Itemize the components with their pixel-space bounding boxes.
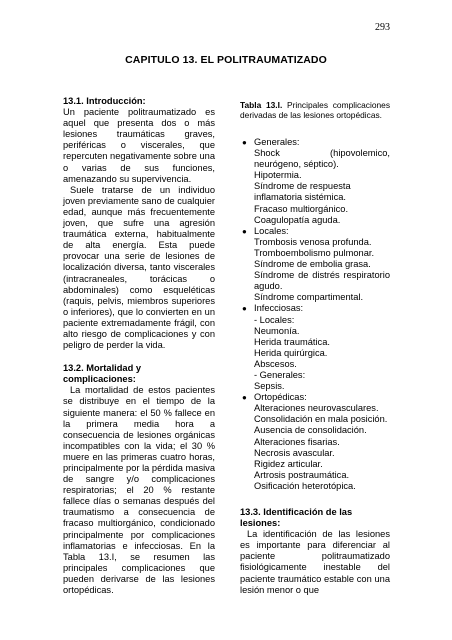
bullet-icon: ● — [242, 226, 247, 236]
table-caption-text: Principales complicaciones derivadas de las lesiones ortopédicas. — [240, 100, 391, 120]
chapter-title: CAPITULO 13. EL POLITRAUMATIZADO — [125, 54, 327, 66]
list-item: Rigidez articular. — [254, 458, 323, 469]
list-item: Artrosis postraumática. — [254, 469, 350, 480]
list-item: Sepsis. — [254, 381, 285, 392]
group-title: Infecciosas: — [254, 303, 304, 314]
list-item: Síndrome compartimental. — [254, 292, 364, 303]
complication-group-locales — [240, 226, 390, 304]
list-item: Síndrome de respuesta inflamatoria sistémica. — [254, 181, 351, 203]
group-title: Locales: — [254, 225, 289, 236]
complication-group-ortopedicas — [240, 392, 390, 492]
list-item: Alteraciones fisarias. — [254, 436, 340, 447]
group-title: Ortopédicas: — [254, 392, 307, 403]
section-heading-identificacion: 13.3. Identificación de las lesiones: — [240, 507, 353, 529]
list-item: Herida traumática. — [254, 336, 330, 347]
intro-paragraph-1: Un paciente politraumatizado es aquel que presenta dos o más lesiones traumáticas graves, periféricas o viscerales, que repercuten negativamente sobre una o varias de sus funciones, amenazando su supervivencia. — [63, 107, 215, 184]
list-item: Tromboembolismo pulmonar. — [254, 247, 375, 258]
list-subheading: - Generales: — [254, 369, 306, 380]
identificacion-paragraph: La identificación de las lesiones es importante para diferenciar al paciente politraumatizado fisiológicamente inestable del paciente traumático estable con una lesión menor o que — [240, 529, 390, 595]
list-item: Trombosis venosa profunda. — [254, 236, 372, 247]
section-heading-introduccion: 13.1. Introducción: — [63, 96, 146, 106]
list-item: Coagulopatía aguda. — [254, 214, 341, 225]
left-column — [63, 96, 215, 596]
list-item: Fracaso multiorgánico. — [254, 203, 349, 214]
bullet-icon: ● — [242, 393, 247, 403]
intro-paragraph-2: Suele tratarse de un individuo joven previamente sano de cualquier edad, aunque más frecuentemente joven, que sufre una agresión traumática externa, habitualmente de alta energía. Esta puede provocar una serie de lesiones de localización diversa, tanto viscerales (intracraneales, torácicas o abdominales) como esqueléticas (raquis, pelvis, miembros superiores o inferiores), que lo convierten en un paciente extremadamente frágil, con alto riesgo de complicaciones y con peligro de perder la vida. — [63, 184, 215, 351]
complication-group-infecciosas — [240, 303, 390, 392]
section-heading-mortalidad: 13.2. Mortalidad y complicaciones: — [63, 363, 142, 385]
complication-group-generales — [240, 137, 390, 226]
list-item: Alteraciones neurovasculares. — [254, 403, 379, 414]
list-item: Síndrome de distrés respiratorio agudo. — [254, 270, 390, 292]
list-item: Síndrome de embolia grasa. — [254, 259, 371, 270]
list-item: Abscesos. — [254, 358, 297, 369]
mortalidad-paragraph: La mortalidad de estos pacientes se distribuye en el tiempo de la siguiente manera: el 50 % fallece en la primera media hora a consecuencia de lesiones orgánicas incompatibles con la vida; el 30 % muere en las primeras cuatro horas, principalmente por la pérdida masiva de sangre y/o complicaciones respiratorias; el 20 % restante fallece días o semanas después del traumatismo a consecuencia de fracaso multiorgánico, condicionado principalmente por complicaciones inflamatorias e infecciosas. En la Tabla 13.I, se resumen las principales complicaciones que pueden derivarse de las lesiones ortopédicas. — [63, 385, 215, 596]
list-item: Osificación heterotópica. — [254, 480, 356, 491]
bullet-icon: ● — [242, 138, 247, 147]
group-title: Generales: — [254, 137, 300, 147]
list-item: Consolidación en mala posición. — [254, 414, 388, 425]
list-subheading: - Locales: — [254, 314, 295, 325]
bullet-icon: ● — [242, 304, 247, 314]
table-caption — [240, 100, 390, 120]
table-caption-label: Tabla 13.I. — [240, 100, 283, 110]
list-item: Necrosis avascular. — [254, 447, 335, 458]
list-item: Shock (hipovolemico, neurógeno, séptico). — [254, 148, 390, 170]
list-item: Hipotermia. — [254, 170, 302, 181]
page-number: 293 — [375, 22, 390, 33]
list-item: Herida quirúrgica. — [254, 347, 328, 358]
list-item: Ausencia de consolidación. — [254, 425, 367, 436]
right-column — [240, 100, 390, 596]
list-item: Neumonía. — [254, 325, 300, 336]
